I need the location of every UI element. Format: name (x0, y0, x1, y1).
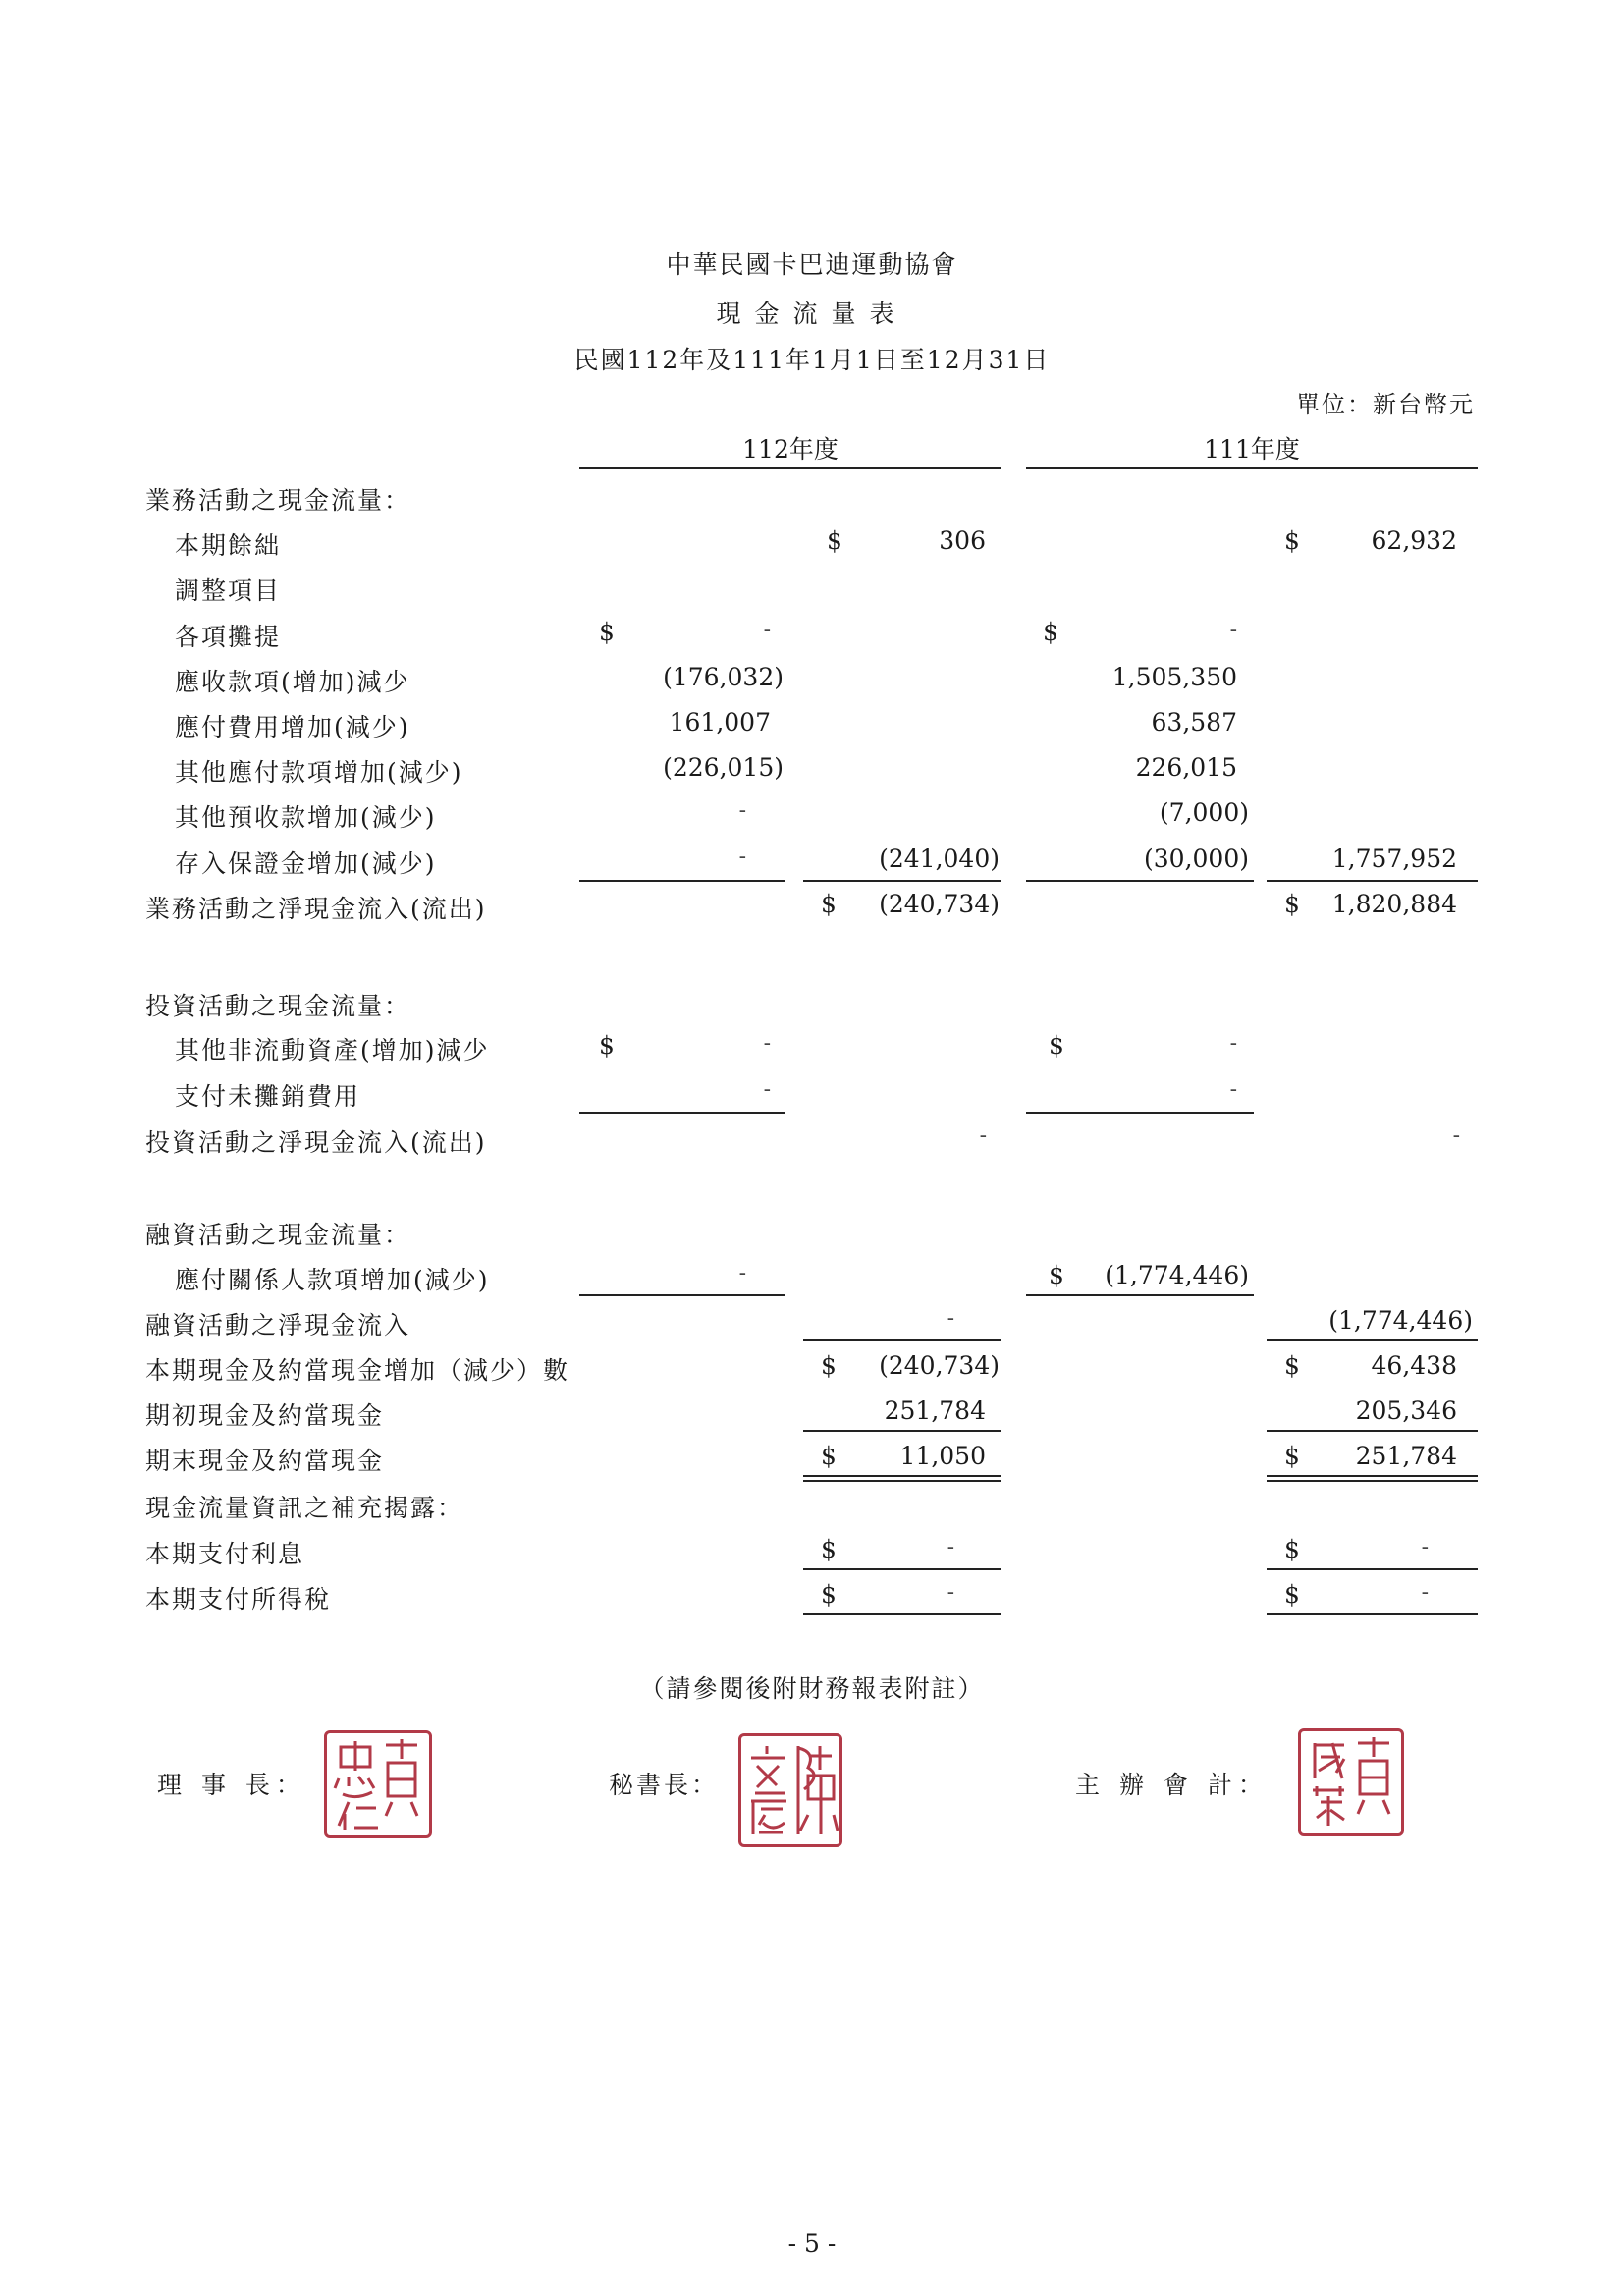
currency-sign: $ (821, 1535, 837, 1563)
interest-111: - (1421, 1535, 1429, 1559)
subtotal-rule (579, 880, 785, 882)
currency-sign: $ (821, 890, 837, 918)
subtotal-rule (803, 1430, 1001, 1432)
item-value-111: (30,000) (1144, 845, 1249, 873)
statement-title: 現金流量表 (716, 300, 908, 328)
double-rule (803, 1475, 1001, 1477)
subtotal-rule (1026, 1112, 1254, 1114)
currency-sign: $ (1284, 526, 1300, 555)
page-number: - 5 - (787, 2229, 837, 2258)
currency-unit: 單位：新台幣元 (1296, 391, 1475, 418)
tax-111: - (1421, 1580, 1429, 1605)
operating-heading: 業務活動之現金流量： (145, 486, 411, 515)
currency-sign: $ (821, 1442, 837, 1470)
interest-112: - (947, 1535, 954, 1559)
subtotal-rule (803, 1613, 1001, 1615)
tax-112: - (947, 1580, 954, 1605)
subtotal-rule (1267, 1613, 1478, 1615)
currency-sign: $ (1284, 1535, 1300, 1563)
item-value-112: 161,007 (669, 708, 771, 737)
header-rule-111 (1026, 467, 1478, 469)
accountant-label: 主 辦 會 計： (1075, 1771, 1269, 1799)
subtotal-rule (1267, 1430, 1478, 1432)
change-label: 本期現金及約當現金增加（減少）數 (145, 1356, 570, 1385)
currency-sign: $ (1284, 1351, 1300, 1380)
item-label: 應付費用增加(減少) (175, 713, 410, 741)
currency-sign: $ (1284, 1580, 1300, 1609)
end-111: 251,784 (1355, 1442, 1457, 1470)
currency-sign: $ (1284, 890, 1300, 918)
net-income-111: 62,932 (1371, 526, 1457, 555)
footnote: （請參閱後附財務報表附註） (639, 1674, 985, 1703)
supplemental-heading: 現金流量資訊之補充揭露： (145, 1494, 464, 1522)
investing-net-label: 投資活動之淨現金流入(流出) (145, 1128, 487, 1157)
item-value-112: - (763, 618, 771, 642)
item-value-111: (7,000) (1159, 798, 1249, 827)
item-value-112: - (738, 845, 746, 869)
statement-period: 民國112年及111年1月1日至12月31日 (573, 346, 1051, 374)
currency-sign: $ (1284, 1442, 1300, 1470)
currency-sign: $ (599, 1031, 615, 1060)
change-111: 46,438 (1371, 1351, 1457, 1380)
operating-net-111: 1,820,884 (1331, 890, 1457, 918)
net-income-112: 306 (939, 526, 986, 555)
subtotal-rule (1026, 1294, 1254, 1296)
subtotal-rule (803, 1568, 1001, 1570)
item-label: 應收款項(增加)減少 (175, 668, 410, 696)
item-value-112: - (763, 1031, 771, 1056)
item-value-111: 1,505,350 (1111, 663, 1237, 691)
item-label: 支付未攤銷費用 (175, 1082, 361, 1111)
secretary-label: 秘書長： (609, 1771, 720, 1799)
secretary-seal (738, 1733, 842, 1847)
item-value-111: - (1229, 618, 1237, 642)
item-label: 各項攤提 (175, 623, 282, 651)
accountant-seal (1298, 1728, 1404, 1836)
end-label: 期末現金及約當現金 (145, 1447, 385, 1475)
item-label: 其他預收款增加(減少) (175, 803, 437, 832)
double-rule (1267, 1475, 1478, 1477)
adj-total-111: 1,757,952 (1331, 845, 1457, 873)
begin-111: 205,346 (1355, 1396, 1457, 1425)
financing-net-112: - (947, 1306, 954, 1331)
chair-label: 理 事 長： (157, 1771, 306, 1799)
item-label: 其他非流動資產(增加)減少 (175, 1036, 490, 1065)
investing-net-112: - (979, 1123, 987, 1148)
currency-sign: $ (821, 1351, 837, 1380)
double-rule (803, 1480, 1001, 1482)
item-value-112: - (738, 798, 746, 823)
subtotal-rule (803, 1339, 1001, 1341)
item-label: 其他應付款項增加(減少) (175, 758, 463, 787)
double-rule (1267, 1480, 1478, 1482)
investing-heading: 投資活動之現金流量： (145, 992, 411, 1020)
operating-net-label: 業務活動之淨現金流入(流出) (145, 895, 487, 923)
subtotal-rule (803, 880, 1001, 882)
item-label: 應付關係人款項增加(減少) (175, 1266, 490, 1294)
item-value-112: - (738, 1261, 746, 1285)
currency-sign: $ (1049, 1261, 1064, 1289)
currency-sign: $ (1043, 618, 1058, 646)
chair-seal (324, 1730, 432, 1838)
header-rule-112 (579, 467, 1001, 469)
change-112: (240,734) (879, 1351, 1000, 1380)
item-value-111: - (1229, 1031, 1237, 1056)
financing-heading: 融資活動之現金流量： (145, 1221, 411, 1249)
investing-net-111: - (1452, 1123, 1460, 1148)
item-value-112: - (763, 1077, 771, 1102)
item-value-111: 226,015 (1135, 753, 1237, 782)
end-112: 11,050 (899, 1442, 986, 1470)
subtotal-rule (579, 1294, 785, 1296)
begin-112: 251,784 (884, 1396, 986, 1425)
subtotal-rule (1267, 1339, 1478, 1341)
financing-net-111: (1,774,446) (1328, 1306, 1473, 1335)
tax-label: 本期支付所得稅 (145, 1585, 332, 1613)
column-header-111: 111年度 (1204, 435, 1300, 464)
currency-sign: $ (827, 526, 842, 555)
item-value-112: (176,032) (663, 663, 784, 691)
currency-sign: $ (1049, 1031, 1064, 1060)
adj-total-112: (241,040) (879, 845, 1000, 873)
interest-label: 本期支付利息 (145, 1540, 305, 1568)
subtotal-rule (579, 1112, 785, 1114)
subtotal-rule (1026, 880, 1254, 882)
item-value-112: (226,015) (663, 753, 784, 782)
currency-sign: $ (599, 618, 615, 646)
item-value-111: (1,774,446) (1105, 1261, 1249, 1289)
net-income-label: 本期餘絀 (175, 531, 282, 560)
subtotal-rule (1267, 880, 1478, 882)
item-value-111: 63,587 (1151, 708, 1237, 737)
item-value-111: - (1229, 1077, 1237, 1102)
operating-net-112: (240,734) (879, 890, 1000, 918)
currency-sign: $ (821, 1580, 837, 1609)
begin-label: 期初現金及約當現金 (145, 1401, 385, 1430)
column-header-112: 112年度 (742, 435, 839, 464)
adjustments-label: 調整項目 (175, 576, 282, 605)
financing-net-label: 融資活動之淨現金流入 (145, 1311, 411, 1339)
organization-name: 中華民國卡巴迪運動協會 (666, 250, 958, 279)
item-label: 存入保證金增加(減少) (175, 849, 437, 878)
subtotal-rule (1267, 1568, 1478, 1570)
